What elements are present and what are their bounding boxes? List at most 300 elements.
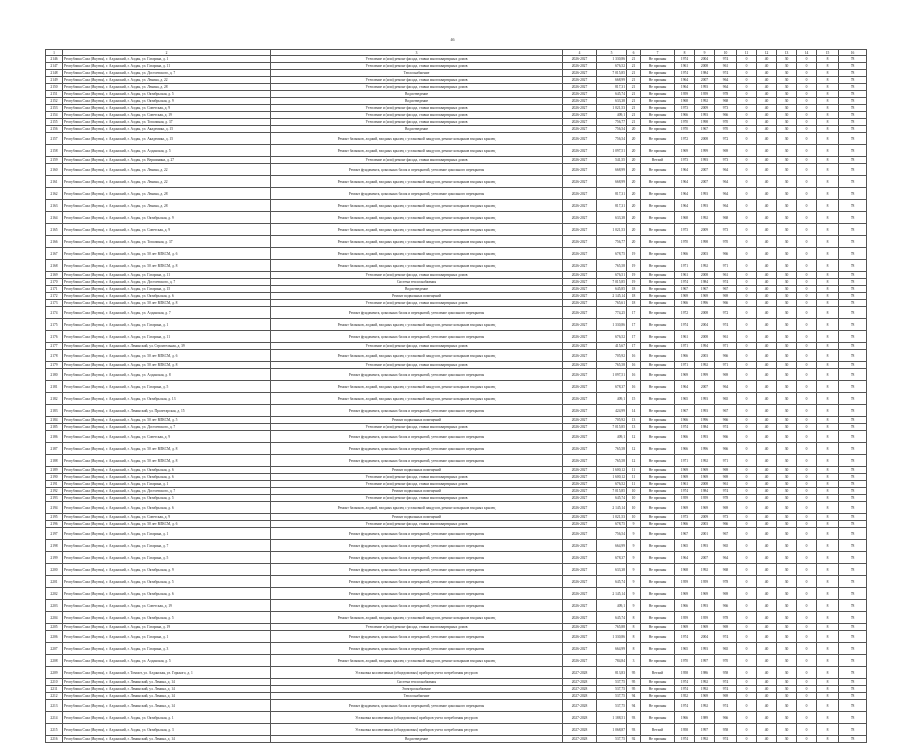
table-cell: 1969	[695, 588, 715, 600]
table-cell: 40	[757, 481, 777, 488]
table-cell: Республика Саха (Якутия), г. Алданский, г. Алдан, ул. Гагарина, д. 1	[63, 631, 271, 643]
table-cell: Ремонт балконов, лоджий, входных крылец с установкой пандусов, ремонт козырьков входных крылец	[271, 248, 563, 260]
table-cell: 1952	[675, 693, 695, 700]
table-cell: 30	[777, 474, 797, 481]
table-cell: 968	[715, 98, 737, 105]
table-row	[46, 381, 867, 393]
table-cell: 0	[737, 63, 757, 70]
table-cell: 78	[839, 514, 867, 521]
table-cell: 30	[777, 431, 797, 443]
table-cell: 1959	[695, 91, 715, 98]
table-cell: Утепление и (или) ремонт фасада, ставки многоквартирных домов	[271, 343, 563, 350]
table-row	[46, 481, 867, 488]
table-cell: 78	[839, 495, 867, 502]
table-cell: 1969	[675, 474, 695, 481]
table-cell: 970	[715, 236, 737, 248]
table-cell: 8	[817, 331, 839, 343]
table-cell: 966	[715, 600, 737, 612]
table-cell: 8	[817, 350, 839, 362]
column-header: 5	[597, 50, 627, 56]
table-cell: 1999	[695, 145, 715, 157]
table-cell: 40	[757, 600, 777, 612]
table-row	[46, 84, 867, 91]
table-cell: 0	[737, 260, 757, 272]
table-cell: 1969	[695, 474, 715, 481]
table-cell: 2026-2027	[563, 481, 597, 488]
table-cell: 0	[797, 521, 817, 528]
table-cell: 40	[757, 552, 777, 564]
table-cell: Республика Саха (Якутия), г. Алданский, г. Алдан, ул. Октябрьская, д. 5	[63, 612, 271, 624]
table-cell: 40	[757, 350, 777, 362]
table-cell: 2210	[46, 679, 63, 686]
table-cell: 974	[715, 488, 737, 495]
table-cell: Не признан	[641, 300, 675, 307]
table-cell: 966	[715, 300, 737, 307]
table-cell: 78	[839, 188, 867, 200]
table-cell: 78	[839, 564, 867, 576]
table-cell: 0	[737, 481, 757, 488]
table-cell: 30	[777, 56, 797, 63]
table-cell: 40	[757, 488, 777, 495]
table-cell: 2198	[46, 540, 63, 552]
table-cell: 971	[715, 343, 737, 350]
table-cell: 11	[627, 467, 641, 474]
table-cell: Не признан	[641, 540, 675, 552]
table-cell: 8	[817, 467, 839, 474]
table-cell: 1 068,87	[597, 724, 627, 736]
table-row	[46, 631, 867, 643]
table-cell: 2160	[46, 164, 63, 176]
table-cell: 1966	[675, 248, 695, 260]
table-cell: 966	[715, 248, 737, 260]
table-cell: 2150	[46, 84, 63, 91]
table-cell: 40	[757, 502, 777, 514]
table-cell: 8	[817, 272, 839, 279]
table-cell: Ремонт фундамента, цокольных балок и перекрытий, утепление цокольного перекрытия	[271, 307, 563, 319]
table-cell: Ремонт фундамента, цокольных балок и перекрытий, утепление цокольного перекрытия	[271, 631, 563, 643]
table-cell: 1974	[675, 736, 695, 743]
table-cell: Не признан	[641, 495, 675, 502]
table-cell: 0	[797, 307, 817, 319]
table-cell: 0	[737, 381, 757, 393]
table-cell: 2026-2027	[563, 424, 597, 431]
table-cell: 8	[817, 176, 839, 188]
table-row	[46, 502, 867, 514]
table-cell: 11	[627, 474, 641, 481]
table-cell: 964	[715, 77, 737, 84]
table-cell: 678,75	[597, 521, 627, 528]
table-cell: 2001	[695, 528, 715, 540]
table-cell: 13	[627, 417, 641, 424]
table-row	[46, 736, 867, 743]
table-cell: 966	[715, 521, 737, 528]
table-cell: 1964	[675, 188, 695, 200]
table-row	[46, 260, 867, 272]
table-cell: 1971	[675, 260, 695, 272]
table-cell: 1969	[695, 293, 715, 300]
table-cell: 0	[737, 724, 757, 736]
table-cell: 21	[627, 84, 641, 91]
table-cell: 30	[777, 126, 797, 133]
table-cell: 78	[839, 98, 867, 105]
table-cell: 40	[757, 393, 777, 405]
table-cell: 0	[737, 424, 757, 431]
table-cell: 0	[797, 600, 817, 612]
table-cell: 1996	[695, 417, 715, 424]
table-cell: 1 330,86	[597, 56, 627, 63]
table-row	[46, 248, 867, 260]
table-cell: Не признан	[641, 679, 675, 686]
table-cell: 1993	[695, 188, 715, 200]
table-cell: Республика Саха (Якутия), г. Алданский, г. Алдан, ул. 50 лет ВЛКСМ, д. 5	[63, 417, 271, 424]
table-cell: Ремонт балконов, лоджий, входных крылец с установкой пандусов, ремонт козырьков входных крылец	[271, 224, 563, 236]
table-cell: Водоотведение	[271, 98, 563, 105]
table-cell: 1986	[695, 667, 715, 679]
table-cell: 2149	[46, 77, 63, 84]
table-cell: 969	[715, 467, 737, 474]
table-cell: 0	[737, 600, 757, 612]
table-cell: 765,58	[597, 455, 627, 467]
table-cell: 2026-2027	[563, 588, 597, 600]
table-cell: 30	[777, 200, 797, 212]
table-cell: 2148	[46, 70, 63, 77]
table-cell: 0	[797, 643, 817, 655]
table-cell: Ремонт фундамента, цокольных балок и перекрытий, утепление цокольного перекрытия	[271, 540, 563, 552]
table-cell: 78	[839, 576, 867, 588]
table-cell: 78	[839, 343, 867, 350]
table-cell: 78	[839, 119, 867, 126]
table-cell: Ремонт фундамента, цокольных балок и перекрытий, утепление цокольного перекрытия	[271, 431, 563, 443]
table-cell: 0	[797, 467, 817, 474]
table-cell: Республика Саха (Якутия), г. Алданский, г. Алдан, ул. Гагарина, д. 1	[63, 528, 271, 540]
table-cell: Республика Саха (Якутия), г. Алданский, г. Алдан, ул. Достоевского, д. 7	[63, 279, 271, 286]
table-row	[46, 112, 867, 119]
table-cell: Республика Саха (Якутия), г. Алданский, г. Алдан, ул. Октябрьская, д. 9	[63, 98, 271, 105]
table-cell: 93	[627, 724, 641, 736]
table-cell: 20	[627, 212, 641, 224]
table-cell: 2146	[46, 56, 63, 63]
table-row	[46, 362, 867, 369]
table-cell: 78	[839, 417, 867, 424]
table-cell: Республика Саха (Якутия), г. Алданский, г. Алдан, ул. Тополиная, д. 37	[63, 236, 271, 248]
table-cell: Установка коллективных (общедомовых) приборов учета потребления ресурсов	[271, 712, 563, 724]
table-cell: 20	[627, 188, 641, 200]
table-cell: 30	[777, 84, 797, 91]
table-cell: 78	[839, 552, 867, 564]
table-cell: 8	[817, 319, 839, 331]
table-cell: 1966	[675, 417, 695, 424]
table-cell: 0	[737, 200, 757, 212]
table-cell: 0	[737, 467, 757, 474]
table-cell: 30	[777, 514, 797, 521]
table-cell: 668,99	[597, 176, 627, 188]
table-cell: 2026-2027	[563, 248, 597, 260]
table-cell: 678,37	[597, 381, 627, 393]
table-cell: 2007	[695, 176, 715, 188]
table-cell: 17	[627, 319, 641, 331]
table-cell: 0	[797, 474, 817, 481]
table-row	[46, 443, 867, 455]
table-cell: 2026-2027	[563, 119, 597, 126]
table-cell: 40	[757, 236, 777, 248]
table-cell: 1969	[695, 502, 715, 514]
table-cell: 967	[715, 286, 737, 293]
table-cell: 0	[797, 91, 817, 98]
table-cell: 967	[715, 528, 737, 540]
table-cell: 0	[737, 405, 757, 417]
table-cell: 0	[737, 588, 757, 600]
table-cell: 40	[757, 528, 777, 540]
table-cell: 30	[777, 350, 797, 362]
table-cell: 0	[737, 319, 757, 331]
table-cell: 0	[797, 424, 817, 431]
table-cell: 2165	[46, 224, 63, 236]
table-cell: 969	[715, 474, 737, 481]
table-cell: 40	[757, 724, 777, 736]
table-cell: 2026-2027	[563, 521, 597, 528]
table-cell: 0	[797, 272, 817, 279]
table-cell: Республика Саха (Якутия), г. Алданский, г. Алдан, ул. Октябрьская, д. 13	[63, 393, 271, 405]
table-cell: 78	[839, 455, 867, 467]
table-cell: 40	[757, 98, 777, 105]
table-row	[46, 686, 867, 693]
table-cell: 30	[777, 693, 797, 700]
table-cell: 2026-2027	[563, 300, 597, 307]
table-cell: 0	[737, 331, 757, 343]
table-cell: 2026-2027	[563, 576, 597, 588]
table-cell: 30	[777, 91, 797, 98]
table-cell: 0	[737, 188, 757, 200]
table-cell: 705,92	[597, 417, 627, 424]
table-cell: 0	[797, 381, 817, 393]
table-cell: 2009	[695, 514, 715, 521]
table-cell: 30	[777, 157, 797, 164]
table-cell: 2026-2027	[563, 405, 597, 417]
table-cell: 30	[777, 164, 797, 176]
table-cell: 0	[737, 126, 757, 133]
table-cell: 1966	[675, 600, 695, 612]
table-cell: 1992	[695, 98, 715, 105]
table-cell: 21	[627, 77, 641, 84]
table-cell: 1992	[695, 686, 715, 693]
table-row	[46, 679, 867, 686]
table-cell: Не признан	[641, 552, 675, 564]
table-cell: 40	[757, 443, 777, 455]
table-cell: 2026-2027	[563, 286, 597, 293]
table-cell: Республика Саха (Якутия), г. Алданский, г. Алдан, ул. Достоевского, д. 7	[63, 70, 271, 77]
table-cell: 78	[839, 381, 867, 393]
table-cell: 2026-2027	[563, 70, 597, 77]
table-cell: Не признан	[641, 393, 675, 405]
table-cell: 1971	[675, 343, 695, 350]
table-cell: 78	[839, 84, 867, 91]
table-cell: 0	[737, 528, 757, 540]
table-row	[46, 293, 867, 300]
table-cell: 2202	[46, 588, 63, 600]
table-cell: 2200	[46, 564, 63, 576]
table-cell: 9	[627, 588, 641, 600]
table-cell: 40	[757, 467, 777, 474]
table-row	[46, 700, 867, 712]
table-row	[46, 188, 867, 200]
table-cell: 2 145,14	[597, 588, 627, 600]
table-cell: 2209	[46, 667, 63, 679]
table-cell: 9	[627, 600, 641, 612]
table-cell: Ремонт фундамента, цокольных балок и перекрытий, утепление цокольного перекрытия	[271, 528, 563, 540]
table-cell: 8	[817, 91, 839, 98]
table-cell: 756,77	[597, 236, 627, 248]
table-cell: 8	[817, 643, 839, 655]
table-cell: 0	[797, 528, 817, 540]
table-cell: 645,74	[597, 612, 627, 624]
table-cell: 415,67	[597, 343, 627, 350]
table-cell: 0	[737, 307, 757, 319]
table-cell: 972	[715, 133, 737, 145]
table-cell: 1967	[675, 405, 695, 417]
table-cell: 30	[777, 112, 797, 119]
table-cell: 537,75	[597, 736, 627, 743]
table-cell: 30	[777, 564, 797, 576]
table-cell: 1993	[695, 112, 715, 119]
table-cell: 78	[839, 133, 867, 145]
table-cell: 1974	[675, 70, 695, 77]
table-cell: 1966	[675, 300, 695, 307]
table-cell: 8	[817, 98, 839, 105]
table-cell: Не признан	[641, 224, 675, 236]
table-cell: 8	[817, 588, 839, 600]
table-cell: 8	[627, 624, 641, 631]
table-cell: Не признан	[641, 286, 675, 293]
table-cell: Не признан	[641, 98, 675, 105]
table-cell: 2188	[46, 455, 63, 467]
table-cell: 1992	[695, 679, 715, 686]
table-cell: 8	[817, 495, 839, 502]
table-cell: 40	[757, 369, 777, 381]
table-cell: 1967	[675, 528, 695, 540]
table-cell: 40	[757, 405, 777, 417]
table-cell: 0	[797, 431, 817, 443]
table-cell: 8	[817, 279, 839, 286]
table-cell: 1965	[675, 540, 695, 552]
column-header: 1	[46, 50, 63, 56]
table-cell: 78	[839, 528, 867, 540]
table-cell: Ремонт фундамента, цокольных балок и перекрытий, утепление цокольного перекрытия	[271, 164, 563, 176]
table-cell: 30	[777, 236, 797, 248]
table-row	[46, 331, 867, 343]
table-row	[46, 145, 867, 157]
table-cell: 78	[839, 279, 867, 286]
table-cell: 813,83	[597, 667, 627, 679]
table-cell: 0	[797, 236, 817, 248]
table-cell: 17	[627, 343, 641, 350]
table-cell: 94	[627, 700, 641, 712]
table-cell: 78	[839, 126, 867, 133]
table-cell: 974	[715, 56, 737, 63]
table-cell: 2026-2027	[563, 495, 597, 502]
table-cell: Республика Саха (Якутия), г. Алданский, г. Алдан, ул. Гагарина, д. 1	[63, 56, 271, 63]
table-cell: 30	[777, 272, 797, 279]
table-cell: 645,85	[597, 286, 627, 293]
table-cell: Республика Саха (Якутия), г. Алданский, г. Алдан, ул. Гагарина, д. 11	[63, 272, 271, 279]
table-cell: 78	[839, 667, 867, 679]
table-cell: 2185	[46, 424, 63, 431]
table-cell: 0	[737, 564, 757, 576]
table-cell: 9	[627, 564, 641, 576]
table-cell: 0	[797, 350, 817, 362]
table-cell: 784,84	[597, 655, 627, 667]
table-cell: 966	[715, 417, 737, 424]
table-cell: 0	[737, 540, 757, 552]
table-cell: 2003	[695, 248, 715, 260]
table-cell: Утепление и (или) ремонт фасада, ставки многоквартирных домов	[271, 77, 563, 84]
table-cell: 11	[627, 481, 641, 488]
table-cell: 30	[777, 405, 797, 417]
table-cell: 21	[627, 91, 641, 98]
table-cell: 2172	[46, 293, 63, 300]
table-cell: 1968	[675, 98, 695, 105]
table-cell: 40	[757, 686, 777, 693]
table-cell: 2008	[695, 133, 715, 145]
table-cell: 30	[777, 77, 797, 84]
table-cell: 8	[627, 631, 641, 643]
table-cell: Республика Саха (Якутия), г. Алданский, г. Алдан, ул. Гагарина, д. 11	[63, 63, 271, 70]
table-cell: 0	[797, 495, 817, 502]
table-cell: 40	[757, 417, 777, 424]
table-cell: 8	[817, 307, 839, 319]
table-row	[46, 424, 867, 431]
table-cell: Утепление и (или) ремонт фасада, ставки многоквартирных домов	[271, 119, 563, 126]
table-cell: 8	[817, 63, 839, 70]
table-cell: 2026-2027	[563, 514, 597, 521]
table-cell: 664,99	[597, 540, 627, 552]
table-cell: 20	[627, 224, 641, 236]
table-cell: 0	[737, 393, 757, 405]
table-cell: 2167	[46, 248, 63, 260]
table-cell: 633,38	[597, 564, 627, 576]
table-cell: 0	[737, 455, 757, 467]
table-cell: 2026-2027	[563, 443, 597, 455]
table-cell: Республика Саха (Якутия), г. Алданский, г. Алдан, ул. Алданская, д. 5	[63, 655, 271, 667]
table-cell: Утепление и (или) ремонт фасада, ставки многоквартирных домов	[271, 63, 563, 70]
table-cell: 10	[627, 502, 641, 514]
table-cell: 0	[797, 502, 817, 514]
table-cell: 1993	[695, 157, 715, 164]
table-cell: 2026-2027	[563, 381, 597, 393]
table-cell: 765,58	[597, 443, 627, 455]
table-cell: 1959	[675, 576, 695, 588]
table-cell: 8	[817, 502, 839, 514]
table-cell: 0	[737, 105, 757, 112]
table-cell: 756,77	[597, 119, 627, 126]
table-cell: 1958	[675, 667, 695, 679]
table-cell: 0	[797, 667, 817, 679]
table-cell: Утепление и (или) ремонт фасада, ставки многоквартирных домов	[271, 495, 563, 502]
table-cell: 1 600,12	[597, 474, 627, 481]
table-cell: 978	[715, 495, 737, 502]
table-cell: 2207	[46, 643, 63, 655]
table-cell: 817,31	[597, 188, 627, 200]
table-cell: 2007	[695, 381, 715, 393]
table-cell: 40	[757, 307, 777, 319]
table-cell: 30	[777, 643, 797, 655]
table-cell: 2163	[46, 200, 63, 212]
table-cell: 7 015,85	[597, 488, 627, 495]
table-cell: 774,25	[597, 307, 627, 319]
table-cell: 30	[777, 362, 797, 369]
table-cell: 30	[777, 98, 797, 105]
table-cell: 1 188,51	[597, 712, 627, 724]
table-cell: Республика Саха (Якутия), г. Алданский, г. Алдан, ул. Ленина, д. 22	[63, 164, 271, 176]
